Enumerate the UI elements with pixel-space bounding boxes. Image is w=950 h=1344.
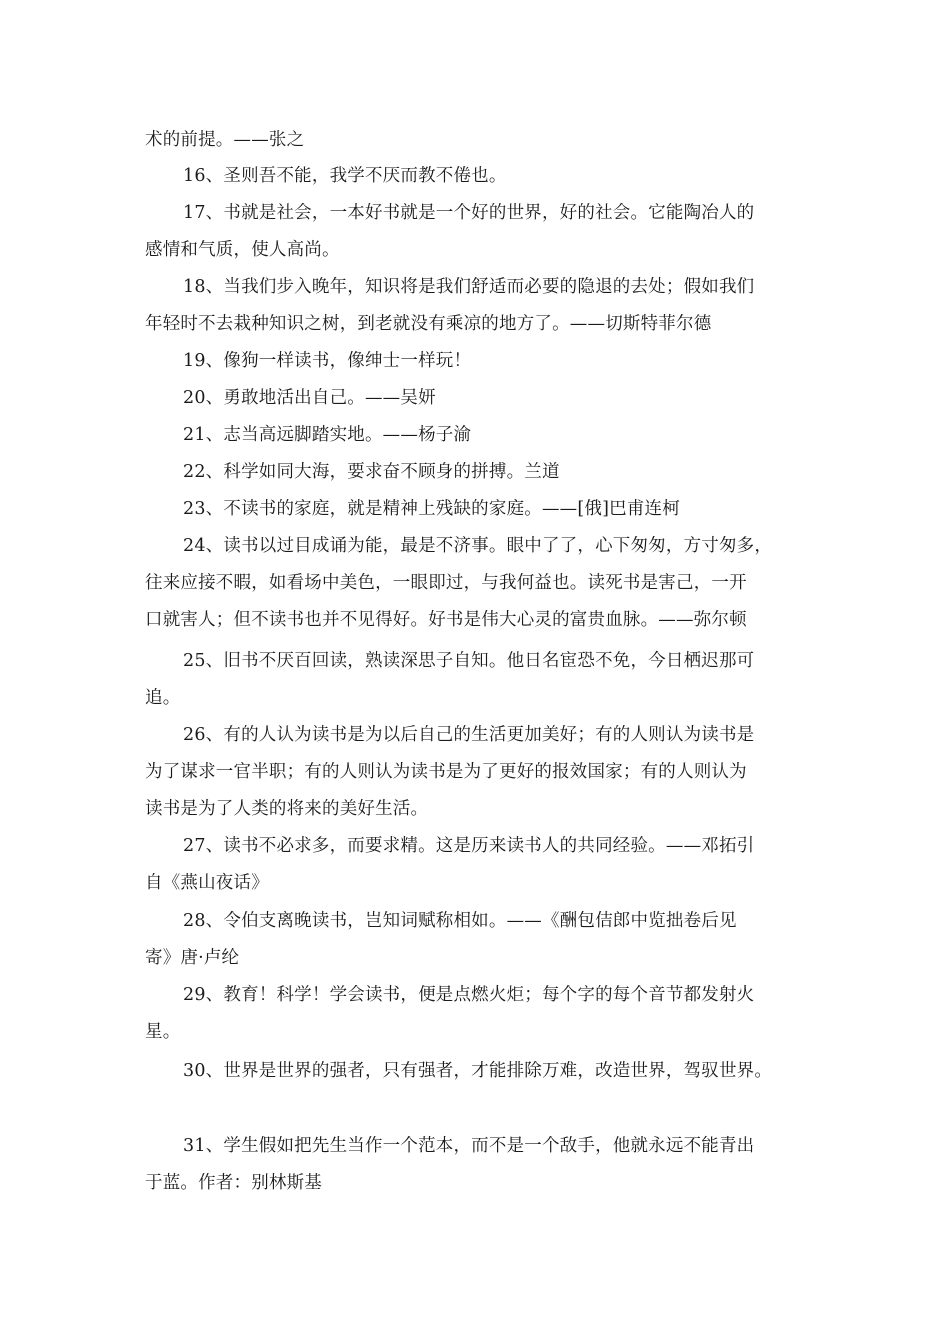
text-line: 22、科学如同大海，要求奋不顾身的拼搏。兰道 [183, 462, 560, 482]
quote-30 [145, 1053, 815, 1090]
quote-28 [145, 903, 815, 977]
quote-17 [145, 195, 815, 269]
text-line: 口就害人；但不读书也并不见得好。好书是伟大心灵的富贵血脉。——弥尔顿 [145, 610, 747, 630]
quote-22 [145, 454, 815, 491]
text-line: 31、学生假如把先生当作一个范本，而不是一个敌手，他就永远不能青出 [183, 1136, 755, 1156]
text-line: 28、令伯支离晚读书，岂知词赋称相如。——《酬包佶郎中览拙卷后见 [183, 911, 737, 931]
quote-26 [145, 717, 815, 828]
text-line: 25、旧书不厌百回读，熟读深思子自知。他日名宦恐不免，今日栖迟那可 [183, 651, 755, 671]
text-line: 27、读书不必求多，而要求精。这是历来读书人的共同经验。——邓拓引 [183, 836, 755, 856]
paragraph-continuation [145, 122, 815, 159]
text-line: 21、志当高远脚踏实地。——杨子渝 [183, 425, 472, 445]
quote-18 [145, 269, 815, 343]
text-line: 自《燕山夜话》 [145, 873, 269, 893]
quote-24 [145, 528, 815, 639]
text-line: 20、勇敢地活出自己。——吴妍 [183, 388, 436, 408]
quote-20 [145, 380, 815, 417]
text-line: 16、圣则吾不能，我学不厌而教不倦也。 [183, 166, 507, 186]
text-line: 感情和气质，使人高尚。 [145, 240, 340, 260]
quote-23 [145, 491, 815, 528]
quote-31 [145, 1128, 815, 1202]
text-line: 24、读书以过目成诵为能，最是不济事。眼中了了，心下匆匆，方寸匆多， [183, 536, 773, 556]
text-line: 往来应接不暇，如看场中美色，一眼即过，与我何益也。读死书是害己，一开 [145, 573, 747, 593]
text-line: 于蓝。作者：别林斯基 [145, 1173, 322, 1193]
text-line: 术的前提。——张之 [145, 130, 305, 150]
text-line: 为了谋求一官半职；有的人则认为读书是为了更好的报效国家；有的人则认为 [145, 762, 747, 782]
text-line: 年轻时不去栽种知识之树，到老就没有乘凉的地方了。——切斯特菲尔德 [145, 314, 712, 334]
text-line: 读书是为了人类的将来的美好生活。 [145, 799, 429, 819]
text-line: 30、世界是世界的强者，只有强者，才能排除万难，改造世界，驾驭世界。 [183, 1061, 773, 1081]
quote-29 [145, 977, 815, 1051]
text-line: 19、像狗一样读书，像绅士一样玩！ [183, 351, 472, 371]
quote-27 [145, 828, 815, 902]
text-line: 23、不读书的家庭，就是精神上残缺的家庭。——[俄]巴甫连柯 [183, 499, 680, 519]
quote-25 [145, 643, 815, 717]
text-line: 18、当我们步入晚年，知识将是我们舒适而必要的隐退的去处；假如我们 [183, 277, 755, 297]
text-line: 追。 [145, 688, 181, 708]
quote-21 [145, 417, 815, 454]
text-line: 29、教育！科学！学会读书，便是点燃火炬；每个字的每个音节都发射火 [183, 985, 755, 1005]
text-line: 17、书就是社会，一本好书就是一个好的世界，好的社会。它能陶冶人的 [183, 203, 755, 223]
quote-19 [145, 343, 815, 380]
text-line: 寄》唐·卢纶 [145, 948, 240, 968]
quote-16 [145, 158, 815, 195]
text-line: 星。 [145, 1022, 181, 1042]
text-line: 26、有的人认为读书是为以后自己的生活更加美好；有的人则认为读书是 [183, 725, 755, 745]
